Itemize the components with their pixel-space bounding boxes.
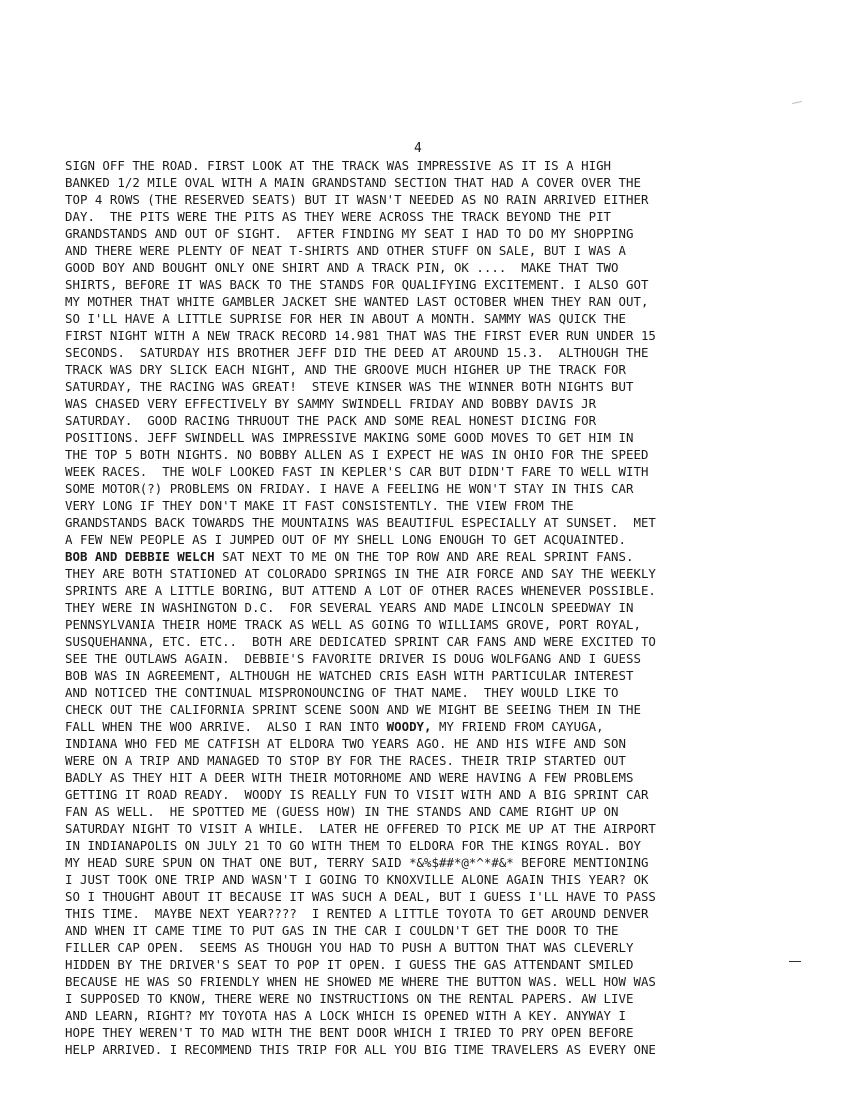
text-run: THEY WERE IN WASHINGTON D.C. FOR SEVERAL YEARS AND MADE LINCOLN SPEEDWAY IN	[65, 600, 634, 615]
text-line	[65, 718, 825, 735]
text-run: WAS CHASED VERY EFFECTIVELY BY SAMMY SWINDELL FRIDAY AND BOBBY DAVIS JR	[65, 396, 597, 411]
text-run: POSITIONS. JEFF SWINDELL WAS IMPRESSIVE MAKING SOME GOOD MOVES TO GET HIM IN	[65, 430, 634, 445]
text-line	[65, 446, 825, 463]
text-run: AND LEARN, RIGHT? MY TOYOTA HAS A LOCK WHICH IS OPENED WITH A KEY. ANYWAY I	[65, 1008, 626, 1023]
text-run: SATURDAY. GOOD RACING THRUOUT THE PACK AND SOME REAL HONEST DICING FOR	[65, 413, 597, 428]
text-line	[65, 225, 825, 242]
text-line	[65, 191, 825, 208]
text-line	[65, 684, 825, 701]
text-line	[65, 361, 825, 378]
text-run: THE TOP 5 BOTH NIGHTS. NO BOBBY ALLEN AS I EXPECT HE WAS IN OHIO FOR THE SPEED	[65, 447, 649, 462]
text-run: DAY. THE PITS WERE THE PITS AS THEY WERE ACROSS THE TRACK BEYOND THE PIT	[65, 209, 612, 224]
text-line	[65, 157, 825, 174]
text-line	[65, 582, 825, 599]
text-line	[65, 956, 825, 973]
text-run: SHIRTS, BEFORE IT WAS BACK TO THE STANDS FOR QUALIFYING EXCITEMENT. I ALSO GOT	[65, 277, 649, 292]
text-run: AND THERE WERE PLENTY OF NEAT T-SHIRTS AND OTHER STUFF ON SALE, BUT I WAS A	[65, 243, 626, 258]
text-line	[65, 786, 825, 803]
text-run: PENNSYLVANIA THEIR HOME TRACK AS WELL AS GOING TO WILLIAMS GROVE, PORT ROYAL,	[65, 617, 641, 632]
text-line	[65, 395, 825, 412]
text-run: TRACK WAS DRY SLICK EACH NIGHT, AND THE GROOVE MUCH HIGHER UP THE TRACK FOR	[65, 362, 626, 377]
text-line	[65, 310, 825, 327]
text-run: HIDDEN BY THE DRIVER'S SEAT TO POP IT OPEN. I GUESS THE GAS ATTENDANT SMILED	[65, 957, 634, 972]
text-line	[65, 701, 825, 718]
text-line	[65, 1024, 825, 1041]
text-run: GETTING IT ROAD READY. WOODY IS REALLY FUN TO VISIT WITH AND A BIG SPRINT CAR	[65, 787, 649, 802]
text-line	[65, 820, 825, 837]
text-line	[65, 939, 825, 956]
text-line	[65, 327, 825, 344]
text-run: SO I'LL HAVE A LITTLE SUPRISE FOR HER IN ABOUT A MONTH. SAMMY WAS QUICK THE	[65, 311, 626, 326]
text-line	[65, 616, 825, 633]
text-line	[65, 497, 825, 514]
text-run: GOOD BOY AND BOUGHT ONLY ONE SHIRT AND A TRACK PIN, OK .... MAKE THAT TWO	[65, 260, 619, 275]
text-line	[65, 1007, 825, 1024]
text-run: BANKED 1/2 MILE OVAL WITH A MAIN GRANDSTAND SECTION THAT HAD A COVER OVER THE	[65, 175, 641, 190]
text-run: WEEK RACES. THE WOLF LOOKED FAST IN KEPLER'S CAR BUT DIDN'T FARE TO WELL WITH	[65, 464, 649, 479]
text-run: THEY ARE BOTH STATIONED AT COLORADO SPRINGS IN THE AIR FORCE AND SAY THE WEEKLY	[65, 566, 656, 581]
text-run: SIGN OFF THE ROAD. FIRST LOOK AT THE TRACK WAS IMPRESSIVE AS IT IS A HIGH	[65, 158, 612, 173]
text-run: FALL WHEN THE WOO ARRIVE. ALSO I RAN INTO	[65, 719, 387, 734]
text-run: SATURDAY, THE RACING WAS GREAT! STEVE KINSER WAS THE WINNER BOTH NIGHTS BUT	[65, 379, 634, 394]
text-line	[65, 412, 825, 429]
bold-text-run: WOODY,	[386, 719, 432, 734]
text-run: VERY LONG IF THEY DON'T MAKE IT FAST CONSISTENTLY. THE VIEW FROM THE	[65, 498, 574, 513]
text-line	[65, 548, 825, 565]
text-run: SUSQUEHANNA, ETC. ETC.. BOTH ARE DEDICATED SPRINT CAR FANS AND WERE EXCITED TO	[65, 634, 656, 649]
text-line	[65, 922, 825, 939]
body-text	[65, 157, 825, 1058]
text-line	[65, 752, 825, 769]
text-line	[65, 905, 825, 922]
margin-mark	[789, 961, 801, 962]
text-line	[65, 735, 825, 752]
text-run: INDIANA WHO FED ME CATFISH AT ELDORA TWO YEARS AGO. HE AND HIS WIFE AND SON	[65, 736, 626, 751]
text-run: SAT NEXT TO ME ON THE TOP ROW AND ARE REAL SPRINT FANS.	[214, 549, 634, 564]
text-run: FIRST NIGHT WITH A NEW TRACK RECORD 14.981 THAT WAS THE FIRST EVER RUN UNDER 15	[65, 328, 656, 343]
text-line	[65, 208, 825, 225]
text-line	[65, 293, 825, 310]
text-run: SECONDS. SATURDAY HIS BROTHER JEFF DID THE DEED AT AROUND 15.3. ALTHOUGH THE	[65, 345, 649, 360]
text-run: MY FRIEND FROM CAYUGA,	[431, 719, 604, 734]
text-run: MY MOTHER THAT WHITE GAMBLER JACKET SHE WANTED LAST OCTOBER WHEN THEY RAN OUT,	[65, 294, 649, 309]
text-run: SPRINTS ARE A LITTLE BORING, BUT ATTEND A LOT OF OTHER RACES WHENEVER POSSIBLE.	[65, 583, 656, 598]
text-line	[65, 599, 825, 616]
text-line	[65, 480, 825, 497]
text-line	[65, 514, 825, 531]
text-run: SOME MOTOR(?) PROBLEMS ON FRIDAY. I HAVE A FEELING HE WON'T STAY IN THIS CAR	[65, 481, 634, 496]
text-run: FILLER CAP OPEN. SEEMS AS THOUGH YOU HAD TO PUSH A BUTTON THAT WAS CLEVERLY	[65, 940, 634, 955]
text-line	[65, 667, 825, 684]
text-run: GRANDSTANDS BACK TOWARDS THE MOUNTAINS WAS BEAUTIFUL ESPECIALLY AT SUNSET. MET	[65, 515, 656, 530]
text-line	[65, 344, 825, 361]
text-line	[65, 633, 825, 650]
text-line	[65, 378, 825, 395]
text-run: THIS TIME. MAYBE NEXT YEAR???? I RENTED A LITTLE TOYOTA TO GET AROUND DENVER	[65, 906, 649, 921]
page-number: 4	[414, 141, 422, 156]
text-line	[65, 650, 825, 667]
text-line	[65, 565, 825, 582]
text-run: I SUPPOSED TO KNOW, THERE WERE NO INSTRUCTIONS ON THE RENTAL PAPERS. AW LIVE	[65, 991, 634, 1006]
text-line	[65, 531, 825, 548]
text-line	[65, 990, 825, 1007]
text-run: HELP ARRIVED. I RECOMMEND THIS TRIP FOR ALL YOU BIG TIME TRAVELERS AS EVERY ONE	[65, 1042, 656, 1057]
text-run: BECAUSE HE WAS SO FRIENDLY WHEN HE SHOWED ME WHERE THE BUTTON WAS. WELL HOW WAS	[65, 974, 656, 989]
text-line	[65, 276, 825, 293]
text-run: SEE THE OUTLAWS AGAIN. DEBBIE'S FAVORITE DRIVER IS DOUG WOLFGANG AND I GUESS	[65, 651, 641, 666]
text-line	[65, 259, 825, 276]
text-line	[65, 429, 825, 446]
text-run: CHECK OUT THE CALIFORNIA SPRINT SCENE SOON AND WE MIGHT BE SEEING THEM IN THE	[65, 702, 641, 717]
text-line	[65, 837, 825, 854]
text-line	[65, 854, 825, 871]
text-line	[65, 1041, 825, 1058]
text-run: AND NOTICED THE CONTINUAL MISPRONOUNCING OF THAT NAME. THEY WOULD LIKE TO	[65, 685, 619, 700]
text-run: BADLY AS THEY HIT A DEER WITH THEIR MOTORHOME AND WERE HAVING A FEW PROBLEMS	[65, 770, 634, 785]
text-run: SATURDAY NIGHT TO VISIT A WHILE. LATER HE OFFERED TO PICK ME UP AT THE AIRPORT	[65, 821, 656, 836]
bold-text-run: BOB AND DEBBIE WELCH	[65, 549, 215, 564]
text-line	[65, 973, 825, 990]
text-line	[65, 463, 825, 480]
text-run: HOPE THEY WEREN'T TO MAD WITH THE BENT DOOR WHICH I TRIED TO PRY OPEN BEFORE	[65, 1025, 634, 1040]
text-run: BOB WAS IN AGREEMENT, ALTHOUGH HE WATCHED CRIS EASH WITH PARTICULAR INTEREST	[65, 668, 634, 683]
text-run: FAN AS WELL. HE SPOTTED ME (GUESS HOW) IN THE STANDS AND CAME RIGHT UP ON	[65, 804, 619, 819]
text-line	[65, 242, 825, 259]
text-run: WERE ON A TRIP AND MANAGED TO STOP BY FOR THE RACES. THEIR TRIP STARTED OUT	[65, 753, 626, 768]
text-run: AND WHEN IT CAME TIME TO PUT GAS IN THE CAR I COULDN'T GET THE DOOR TO THE	[65, 923, 619, 938]
text-line	[65, 174, 825, 191]
scan-mark	[792, 101, 802, 104]
text-line	[65, 888, 825, 905]
text-line	[65, 769, 825, 786]
text-run: MY HEAD SURE SPUN ON THAT ONE BUT, TERRY SAID *&%$##*@*^*#&* BEFORE MENTIONING	[65, 855, 649, 870]
text-run: TOP 4 ROWS (THE RESERVED SEATS) BUT IT WASN'T NEEDED AS NO RAIN ARRIVED EITHER	[65, 192, 649, 207]
text-run: I JUST TOOK ONE TRIP AND WASN'T I GOING TO KNOXVILLE ALONE AGAIN THIS YEAR? OK	[65, 872, 649, 887]
text-run: GRANDSTANDS AND OUT OF SIGHT. AFTER FINDING MY SEAT I HAD TO DO MY SHOPPING	[65, 226, 634, 241]
text-run: A FEW NEW PEOPLE AS I JUMPED OUT OF MY SHELL LONG ENOUGH TO GET ACQUAINTED.	[65, 532, 626, 547]
text-run: IN INDIANAPOLIS ON JULY 21 TO GO WITH THEM TO ELDORA FOR THE KINGS ROYAL. BOY	[65, 838, 641, 853]
text-run: SO I THOUGHT ABOUT IT BECAUSE IT WAS SUCH A DEAL, BUT I GUESS I'LL HAVE TO PASS	[65, 889, 656, 904]
text-line	[65, 803, 825, 820]
text-line	[65, 871, 825, 888]
